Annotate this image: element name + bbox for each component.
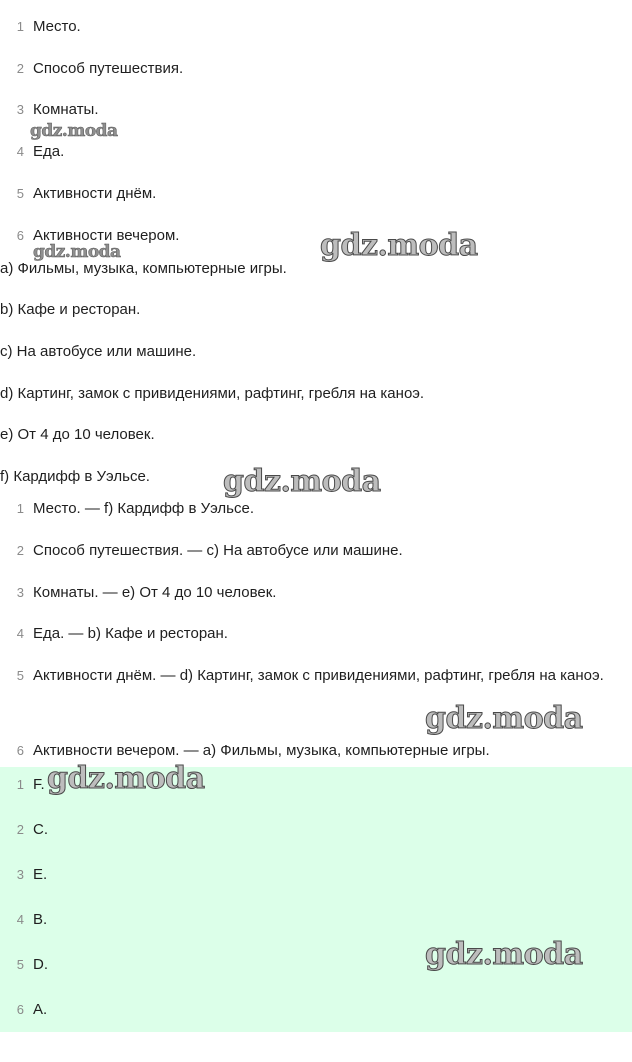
item-number: 4 bbox=[16, 626, 24, 641]
item-number: 1 bbox=[16, 777, 24, 792]
item-number: 2 bbox=[16, 543, 24, 558]
item-number: 5 bbox=[16, 186, 24, 201]
item-number: 2 bbox=[16, 61, 24, 76]
item-number: 3 bbox=[16, 102, 24, 117]
item-text: C. bbox=[33, 821, 48, 838]
watermark: gdz.moda bbox=[223, 464, 381, 499]
item-text: Активности днём. — d) Картинг, замок с привидениями, рафтинг, гребля на каноэ. bbox=[33, 667, 604, 684]
answer-highlight-block bbox=[0, 767, 632, 1032]
item-text: B. bbox=[33, 911, 48, 928]
item-text: Место. bbox=[33, 18, 81, 35]
item-text: Место. — f) Кардифф в Уэльсе. bbox=[33, 500, 255, 517]
item-text: Активности вечером. bbox=[33, 227, 180, 244]
item-number: 3 bbox=[16, 585, 24, 600]
watermark: gdz.moda bbox=[425, 701, 583, 736]
option-text: a) Фильмы, музыка, компьютерные игры. bbox=[0, 260, 287, 277]
item-text: F. bbox=[33, 776, 45, 793]
watermark: gdz.moda bbox=[30, 121, 118, 141]
item-text: D. bbox=[33, 956, 48, 973]
option-text: c) На автобусе или машине. bbox=[0, 343, 197, 360]
item-text: Активности днём. bbox=[33, 185, 157, 202]
option-text: f) Кардифф в Уэльсе. bbox=[0, 468, 150, 485]
watermark: gdz.moda bbox=[320, 228, 478, 263]
item-number: 4 bbox=[16, 144, 24, 159]
item-number: 5 bbox=[16, 668, 24, 683]
item-text: Активности вечером. — a) Фильмы, музыка, компьютерные игры. bbox=[33, 742, 490, 759]
option-text: d) Картинг, замок с привидениями, рафтинг, гребля на каноэ. bbox=[0, 385, 425, 402]
watermark: gdz.moda bbox=[47, 761, 205, 796]
item-text: E. bbox=[33, 866, 48, 883]
item-text: Способ путешествия. — c) На автобусе или машине. bbox=[33, 542, 403, 559]
item-number: 1 bbox=[16, 19, 24, 34]
item-text: Еда. bbox=[33, 143, 65, 160]
watermark: gdz.moda bbox=[425, 937, 583, 972]
item-number: 6 bbox=[16, 228, 24, 243]
item-text: Еда. — b) Кафе и ресторан. bbox=[33, 625, 228, 642]
option-text: e) От 4 до 10 человек. bbox=[0, 426, 155, 443]
item-number: 6 bbox=[16, 1002, 24, 1017]
item-number: 2 bbox=[16, 822, 24, 837]
item-text: Комнаты. — e) От 4 до 10 человек. bbox=[33, 584, 277, 601]
option-text: b) Кафе и ресторан. bbox=[0, 301, 141, 318]
item-number: 4 bbox=[16, 912, 24, 927]
item-number: 1 bbox=[16, 501, 24, 516]
item-text: Комнаты. bbox=[33, 101, 99, 118]
item-number: 5 bbox=[16, 957, 24, 972]
item-number: 6 bbox=[16, 743, 24, 758]
item-text: Способ путешествия. bbox=[33, 60, 184, 77]
watermark: gdz.moda bbox=[33, 242, 121, 262]
item-number: 3 bbox=[16, 867, 24, 882]
item-text: A. bbox=[33, 1001, 48, 1018]
